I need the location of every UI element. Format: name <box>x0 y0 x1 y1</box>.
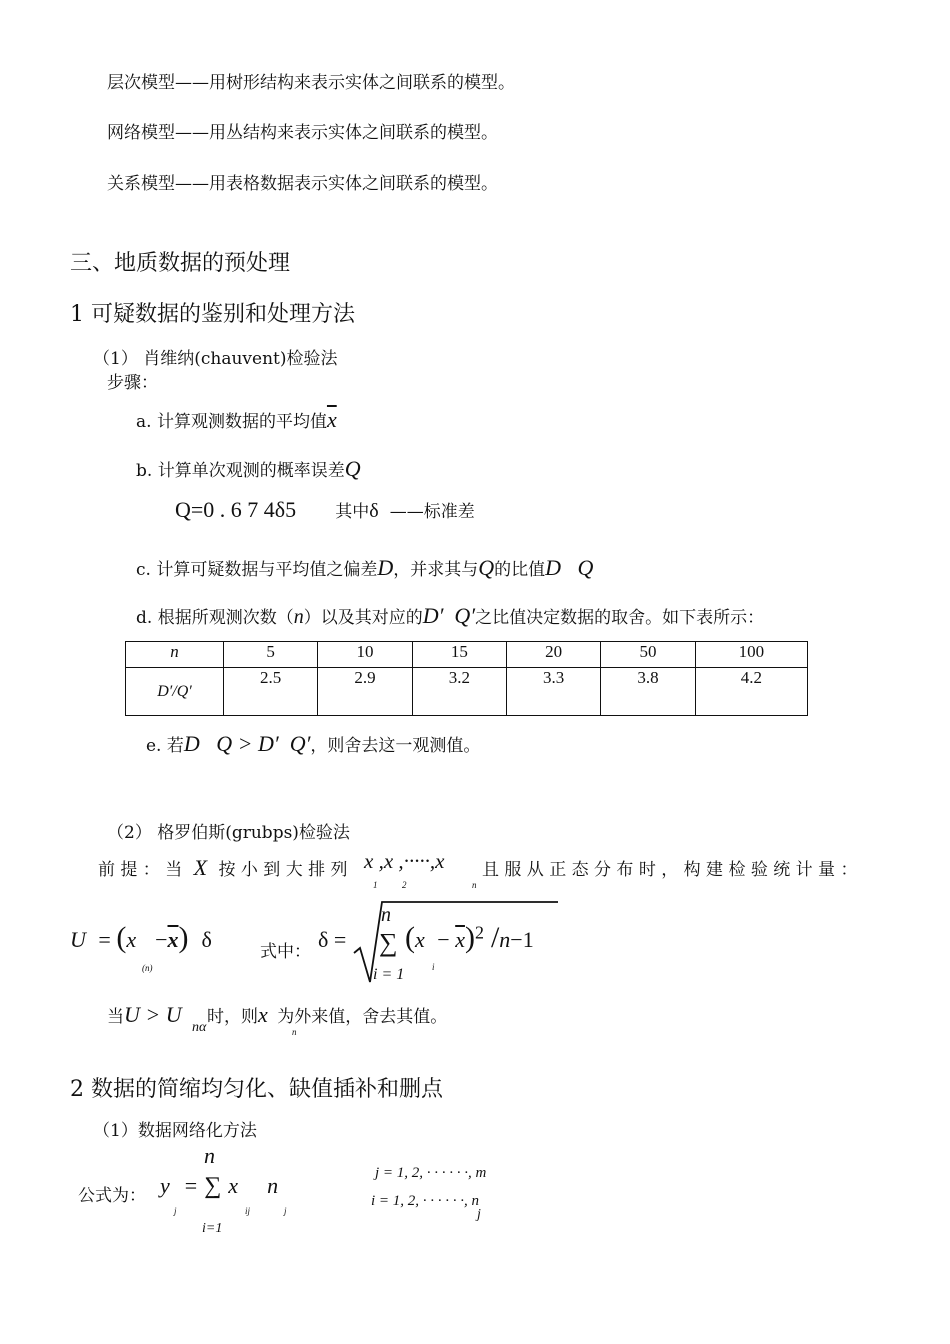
x-symbol: X <box>193 855 208 880</box>
d-over-q: D Q <box>545 555 594 580</box>
step-e-post: ，则舍去这一观测值。 <box>310 736 481 756</box>
table-cell: 100 <box>695 642 807 668</box>
premise-mid: 按 小 到 大 排 列 <box>218 860 348 880</box>
cond-pre: 当 <box>107 1007 124 1027</box>
step-d-text: d. 根据所观测次数（ <box>136 608 294 628</box>
step-d-mid: ）以及其对应的 <box>303 608 423 628</box>
table-cell: 10 <box>318 642 412 668</box>
table-cell: 50 <box>601 642 695 668</box>
slash: / <box>490 921 500 954</box>
var-x-bar: $\overline{x}$ <box>455 927 465 952</box>
section-title: 三、地质数据的预处理 <box>70 251 291 276</box>
sub-j-range: j <box>477 1207 481 1222</box>
range-j: j = 1, 2, · · · · · ·, m <box>375 1165 487 1181</box>
where-label: 式中： <box>260 942 311 962</box>
sub-j: j <box>174 1206 177 1216</box>
model-relational: 关系模型——用表格数据表示实体之间联系的模型。 <box>107 174 498 194</box>
sum-upper-n: n <box>381 904 391 926</box>
table-header-n: n <box>126 642 224 668</box>
delta-description: ——标准差 <box>389 502 475 522</box>
delta-symbol: δ <box>369 500 379 522</box>
rejection-condition: D Q > D′ Q′ <box>183 731 311 756</box>
sub-ij: ij <box>245 1206 251 1216</box>
x-ij: x <box>228 1173 239 1198</box>
steps-label: 步骤： <box>107 373 158 393</box>
equals-sign: = <box>92 927 117 952</box>
gridding-formula <box>160 1173 278 1200</box>
table-cell: 3.3 <box>506 668 600 716</box>
step-a <box>136 407 337 433</box>
sum-lower: i = 1 <box>373 966 405 983</box>
formula-q <box>175 497 475 523</box>
step-d <box>136 603 764 629</box>
sequence-x: x ,x ,·····,x <box>364 849 445 873</box>
step-a-text: a. 计算观测数据的平均值 <box>136 412 327 432</box>
table-cell: 2.5 <box>224 668 318 716</box>
step-c <box>136 555 593 581</box>
step-c-text: c. 计算可疑数据与平均值之偏差 <box>136 560 378 580</box>
minus-one: −1 <box>510 927 534 952</box>
sub-paren-n: (n) <box>142 963 153 973</box>
minus-sign: − <box>155 927 168 952</box>
table-row-n <box>126 642 808 668</box>
table-cell: 2.9 <box>318 668 412 716</box>
x-n: x <box>126 927 137 952</box>
subsection-title-2: 2 数据的简缩均匀化、缺值插补和删点 <box>70 1077 443 1102</box>
cond-mid: 时，则 <box>207 1007 259 1027</box>
sum2-sign: ∑ <box>204 1173 222 1199</box>
delta-eq: δ = <box>318 927 347 952</box>
dprime-qprime: D′ Q′ <box>422 603 476 628</box>
q-symbol: Q <box>344 456 361 481</box>
premise-pre: 前 提 ： 当 <box>98 860 183 880</box>
var-minus: − <box>431 927 456 952</box>
paren-close: ) <box>178 921 189 954</box>
grubbs-title: （2） 格罗伯斯(grubps)检验法 <box>107 823 350 843</box>
square: 2 <box>474 922 484 943</box>
subsection-title-1: 1 可疑数据的鉴别和处理方法 <box>70 302 355 327</box>
d-symbol: D <box>377 555 394 580</box>
model-hierarchical: 层次模型——用树形结构来表示实体之间联系的模型。 <box>107 73 515 93</box>
sub-n-cond: n <box>292 1027 297 1037</box>
u-formula <box>70 921 212 955</box>
u-gt-u: U > U <box>124 1002 182 1027</box>
chauvenet-table <box>125 641 808 716</box>
mean-symbol: $\overline{x}$ <box>326 407 337 432</box>
u-symbol: U <box>70 927 86 952</box>
grubbs-condition <box>107 1002 447 1028</box>
var-paren-close: ) <box>464 921 475 954</box>
sub-n-alpha: nα <box>192 1020 207 1035</box>
var-paren-open: ( <box>405 921 415 954</box>
sub-n: n <box>472 880 477 890</box>
delta-denominator: δ <box>201 927 212 952</box>
step-b-text: b. 计算单次观测的概率误差 <box>136 461 345 481</box>
x-n-cond: x <box>258 1002 268 1027</box>
table-cell: 20 <box>506 642 600 668</box>
table-cell: 3.8 <box>601 668 695 716</box>
table-row-ratio <box>126 668 808 716</box>
formula-label: 公式为： <box>78 1186 146 1206</box>
sum2-lower: i=1 <box>202 1221 223 1236</box>
model-network: 网络模型——用丛结构来表示实体之间联系的模型。 <box>107 123 498 143</box>
equals-2: = <box>184 1173 198 1198</box>
n-j: n <box>267 1173 279 1198</box>
step-e <box>146 731 480 757</box>
step-d-post: 之比值决定数据的取舍。如下表所示： <box>475 608 765 628</box>
x-bar: $\overline{x}$ <box>167 927 179 952</box>
table-cell: 4.2 <box>695 668 807 716</box>
cond-post: 为外来值，舍去其值。 <box>277 1007 448 1027</box>
paren-open: ( <box>116 921 127 954</box>
sub-1: 1 <box>373 880 378 890</box>
n-minus-1: n <box>499 927 511 952</box>
chauvenet-title: （1） 肖维纳(chauvent)检验法 <box>93 349 338 369</box>
table-cell: 15 <box>412 642 506 668</box>
premise-post: 且 服 从 正 态 分 布 时 ， 构 建 检 验 统 计 量 ： <box>482 860 858 880</box>
n-symbol: n <box>293 606 304 628</box>
step-c-post: 的比值 <box>494 560 546 580</box>
sum2-upper-n: n <box>204 1143 215 1168</box>
formula-q-expression: Q=0 . 6 7 4δ5 <box>175 497 297 522</box>
sub-i: i <box>432 962 435 972</box>
step-e-text: e. 若 <box>146 736 184 756</box>
sub-j-2: j <box>284 1206 287 1216</box>
sub-2: 2 <box>402 880 407 890</box>
range-i: i = 1, 2, · · · · · ·, n <box>371 1193 480 1209</box>
table-cell: 3.2 <box>412 668 506 716</box>
variance-term <box>405 921 534 955</box>
step-b <box>136 456 361 482</box>
step-c-mid: ，并求其与 <box>393 560 479 580</box>
table-cell: 5 <box>224 642 318 668</box>
grubbs-premise <box>98 855 348 881</box>
formula-where: 其中 <box>335 502 370 522</box>
table-header-ratio: D′/Q′ <box>126 668 224 716</box>
y-j: y <box>160 1173 170 1198</box>
q-symbol-c: Q <box>478 555 495 580</box>
gridding-title: （1）数据网络化方法 <box>93 1121 257 1141</box>
x-i: x <box>415 927 425 952</box>
sum-sign: ∑ <box>379 928 398 957</box>
